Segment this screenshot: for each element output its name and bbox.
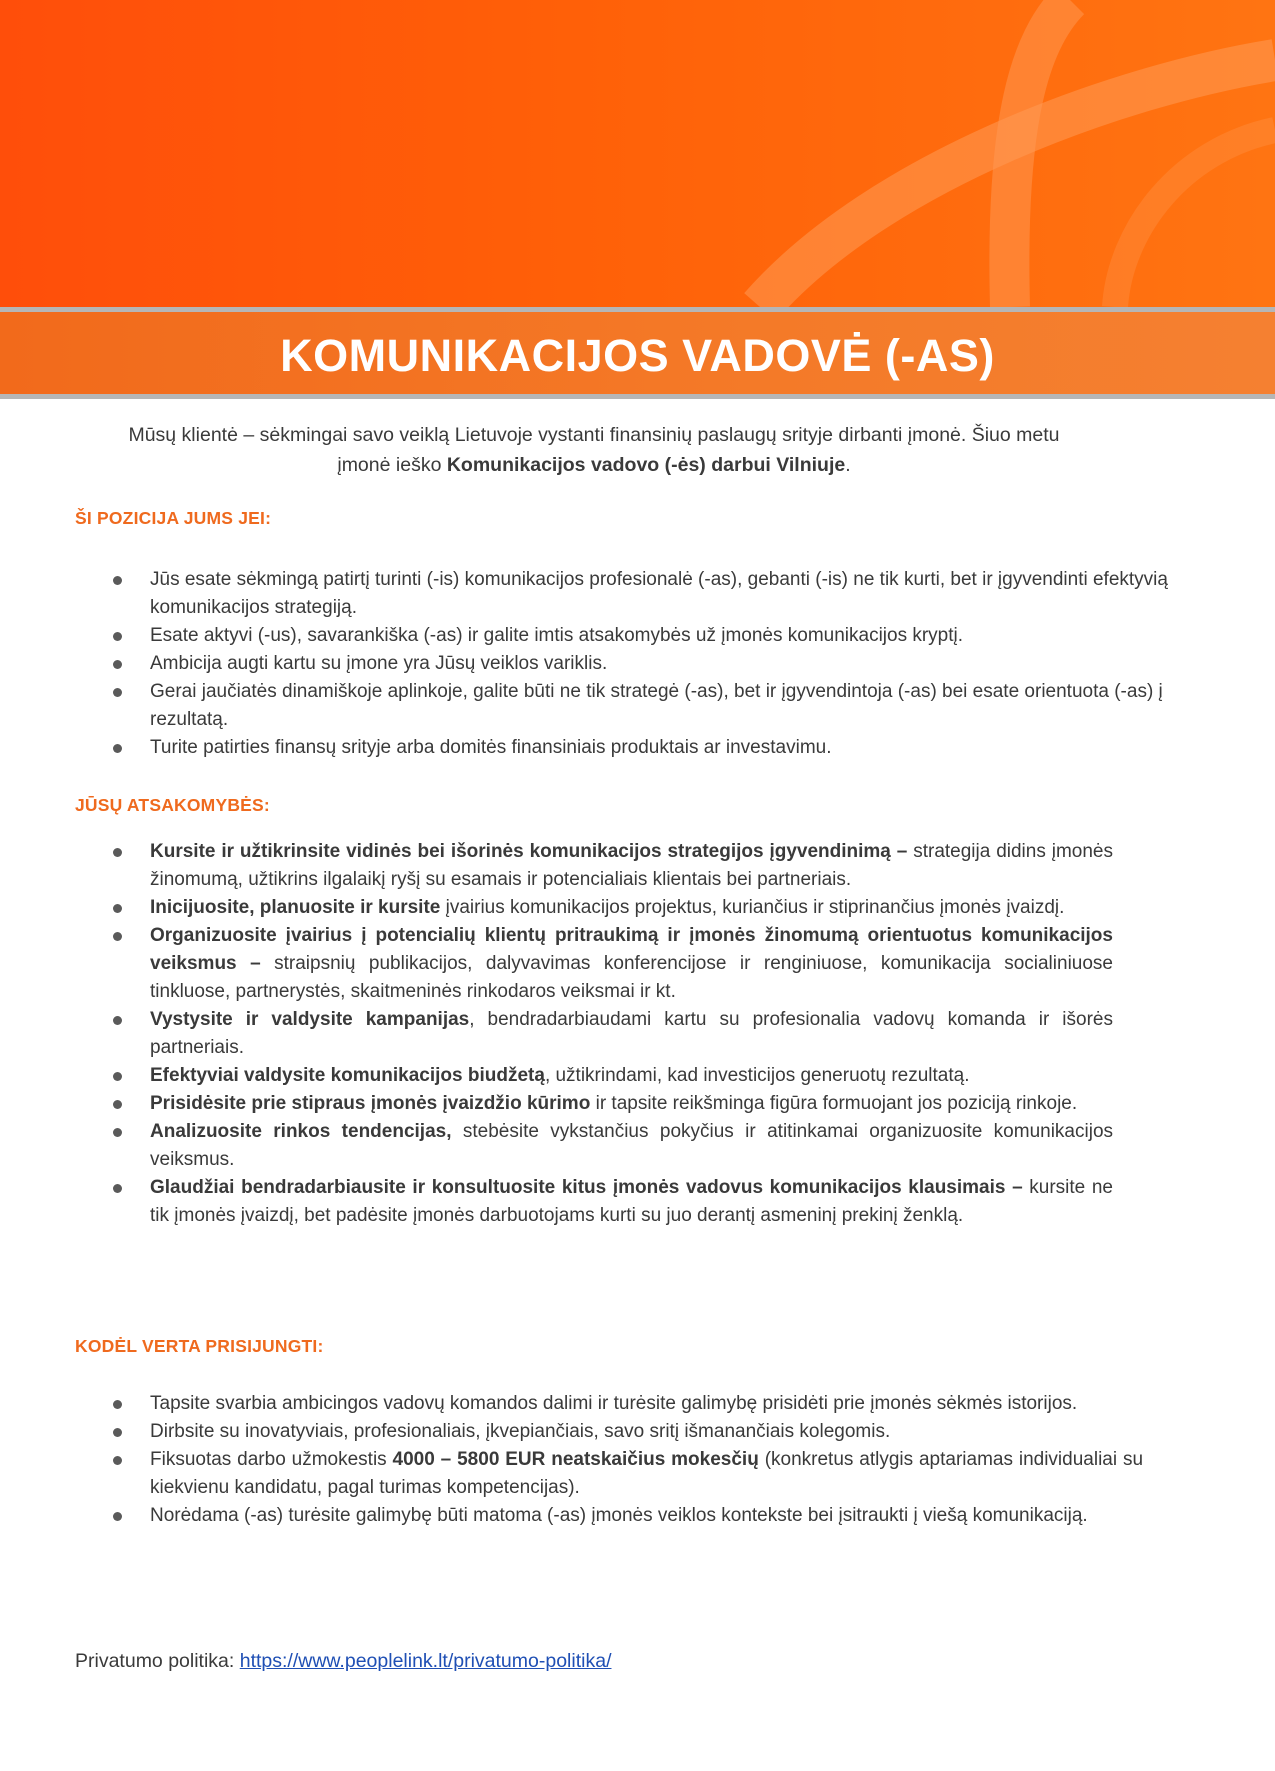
bullet-icon [113, 904, 122, 913]
section-heading-why-join: KODĖL VERTA PRISIJUNGTI: [75, 1336, 324, 1356]
list-item-text: ir tapsite reikšminga figūra formuojant jos poziciją rinkoje. [590, 1093, 1078, 1114]
bullet-icon [113, 688, 122, 697]
intro-line-2 [80, 450, 1108, 480]
list-item-bold: Glaudžiai bendradarbiausite ir konsultuosite kitus įmonės vadovus komunikacijos klausimais – [150, 1177, 1023, 1198]
bullet-icon [113, 848, 122, 857]
bullet-icon [113, 1400, 122, 1409]
list-item-text: Esate aktyvi (-us), savarankiška (-as) ir galite imtis atsakomybės už įmonės komunikacijos kryptį. [150, 625, 964, 646]
list-item-text: įvairius komunikacijos projektus, kuriančius ir stiprinančius įmonės įvaizdį. [440, 897, 1065, 918]
list-item [75, 1174, 1113, 1230]
list-item-text: , užtikrindami, kad investicijos generuotų rezultatą. [544, 1065, 970, 1086]
list-item [75, 1446, 1143, 1502]
intro-paragraph [80, 420, 1108, 480]
list-item-text: stebėsite vykstančius pokyčius ir atitinkamai organizuosite komunikacijos veiksmus. [150, 1121, 1114, 1170]
salary-range: 4000 – 5800 EUR neatskaičius mokesčių [392, 1449, 759, 1470]
list-item [75, 1418, 1143, 1446]
intro-line-1: Mūsų klientė – sėkmingai savo veiklą Lietuvoje vystanti finansinių paslaugų srityje dirbanti įmonė. Šiuo metu [128, 424, 1060, 446]
list-item [75, 678, 1205, 734]
position-requirements-list [75, 566, 1205, 762]
list-item [75, 1062, 1113, 1090]
list-item-bold: Prisidėsite prie stipraus įmonės įvaizdžio kūrimo [150, 1093, 591, 1114]
intro-line-2-text: įmonė ieško [337, 454, 447, 476]
bullet-icon [113, 576, 122, 585]
intro-line-2-end: . [845, 454, 851, 476]
list-item [75, 1090, 1113, 1118]
list-item-text: , bendradarbiaudami kartu su profesionalia vadovų komanda ir išorės partneriais. [150, 1009, 1113, 1058]
banner-divider-bottom [0, 394, 1275, 399]
list-item [75, 650, 1205, 678]
list-item-text: Dirbsite su inovatyviais, profesionaliais, įkvepiančiais, savo sritį išmanančiais kolegomis. [150, 1421, 891, 1442]
list-item [75, 922, 1113, 1006]
list-item-text: (konkretus atlygis aptariamas individualiai su kiekvienu kandidatu, pagal turimas kompetencijas). [150, 1449, 1144, 1498]
bullet-icon [113, 1016, 122, 1025]
bullet-icon [113, 744, 122, 753]
list-item-bold: Analizuosite rinkos tendencijas, [150, 1121, 452, 1142]
list-item-text: Gerai jaučiatės dinamiškoje aplinkoje, galite būti ne tik strategė (-as), bet ir įgyvendintoja (-as) bei esate orientuota (-as) į rezultatą. [150, 681, 1163, 730]
section-heading-position: ŠI POZICIJA JUMS JEI: [75, 508, 272, 528]
list-item [75, 622, 1205, 650]
list-item [75, 734, 1205, 762]
list-item-bold: Inicijuosite, planuosite ir kursite [150, 897, 441, 918]
list-item-text: Norėdama (-as) turėsite galimybę būti matoma (-as) įmonės veiklos kontekste bei įsitraukti į viešą komunikaciją. [150, 1505, 1088, 1526]
bullet-icon [113, 1128, 122, 1137]
list-item-text: Turite patirties finansų srityje arba domitės finansiniais produktais ar investavimu. [150, 737, 832, 758]
list-item [75, 1502, 1143, 1530]
bullet-icon [113, 1100, 122, 1109]
section-heading-responsibilities: JŪSŲ ATSAKOMYBĖS: [75, 795, 270, 815]
header-banner [0, 0, 1275, 307]
list-item-bold: Organizuosite įvairius į potencialių klientų pritraukimą ir įmonės žinomumą orientuotus komunikacijos veiksmus – [150, 925, 1113, 974]
bullet-icon [113, 932, 122, 941]
list-item [75, 1118, 1113, 1174]
list-item-text: straipsnių publikacijos, dalyvavimas konferencijose ir renginiuose, komunikacija socialiniuose tinkluose, partnerystės, skaitmeninės rinkodaros veiksmai ir kt. [150, 953, 1113, 1002]
privacy-policy-link[interactable]: https://www.peoplelink.lt/privatumo-politika/ [239, 1650, 612, 1672]
page-title: KOMUNIKACIJOS VADOVĖ (-AS) [280, 330, 995, 381]
list-item-bold: Efektyviai valdysite komunikacijos biudžetą [150, 1065, 545, 1086]
list-item-text: strategija didins įmonės žinomumą, užtikrins ilgalaikį ryšį su esamais ir potencialiais klientais bei partneriais. [150, 841, 1113, 890]
list-item [75, 1006, 1113, 1062]
bullet-icon [113, 1072, 122, 1081]
list-item-text: kursite ne tik įmonės įvaizdį, bet padėsite įmonės darbuotojams kurti su juo derantį asmeninį prekinį ženklą. [150, 1177, 1113, 1226]
privacy-policy [75, 1647, 611, 1675]
list-item-text: Fiksuotas darbo užmokestis [150, 1449, 393, 1470]
banner-swirl-graphic [0, 0, 1275, 307]
bullet-icon [113, 1428, 122, 1437]
list-item-text: Ambicija augti kartu su įmone yra Jūsų veiklos variklis. [150, 653, 608, 674]
list-item-bold: Kursite ir užtikrinsite vidinės bei išorinės komunikacijos strategijos įgyvendinimą – [150, 841, 914, 862]
list-item-text: Jūs esate sėkmingą patirtį turinti (-is) komunikacijos profesionalė (-as), gebanti (-is) ne tik kurti, bet ir įgyvendinti efektyvią komunikacijos strategiją. [150, 569, 1168, 618]
bullet-icon [113, 1184, 122, 1193]
list-item-bold: Vystysite ir valdysite kampanijas [150, 1009, 470, 1030]
list-item [75, 566, 1205, 622]
bullet-icon [113, 660, 122, 669]
list-item [75, 838, 1113, 894]
list-item [75, 894, 1113, 922]
bullet-icon [113, 1456, 122, 1465]
bullet-icon [113, 1512, 122, 1521]
list-item [75, 1390, 1143, 1418]
list-item-text: Tapsite svarbia ambicingos vadovų komandos dalimi ir turėsite galimybę prisidėti prie įmonės sėkmės istorijos. [150, 1393, 1078, 1414]
responsibilities-list [75, 838, 1113, 1230]
benefits-list [75, 1390, 1143, 1530]
bullet-icon [113, 632, 122, 641]
privacy-label: Privatumo politika: [75, 1650, 240, 1672]
intro-position-name: Komunikacijos vadovo (-ės) darbui Vilniuje [446, 454, 846, 476]
